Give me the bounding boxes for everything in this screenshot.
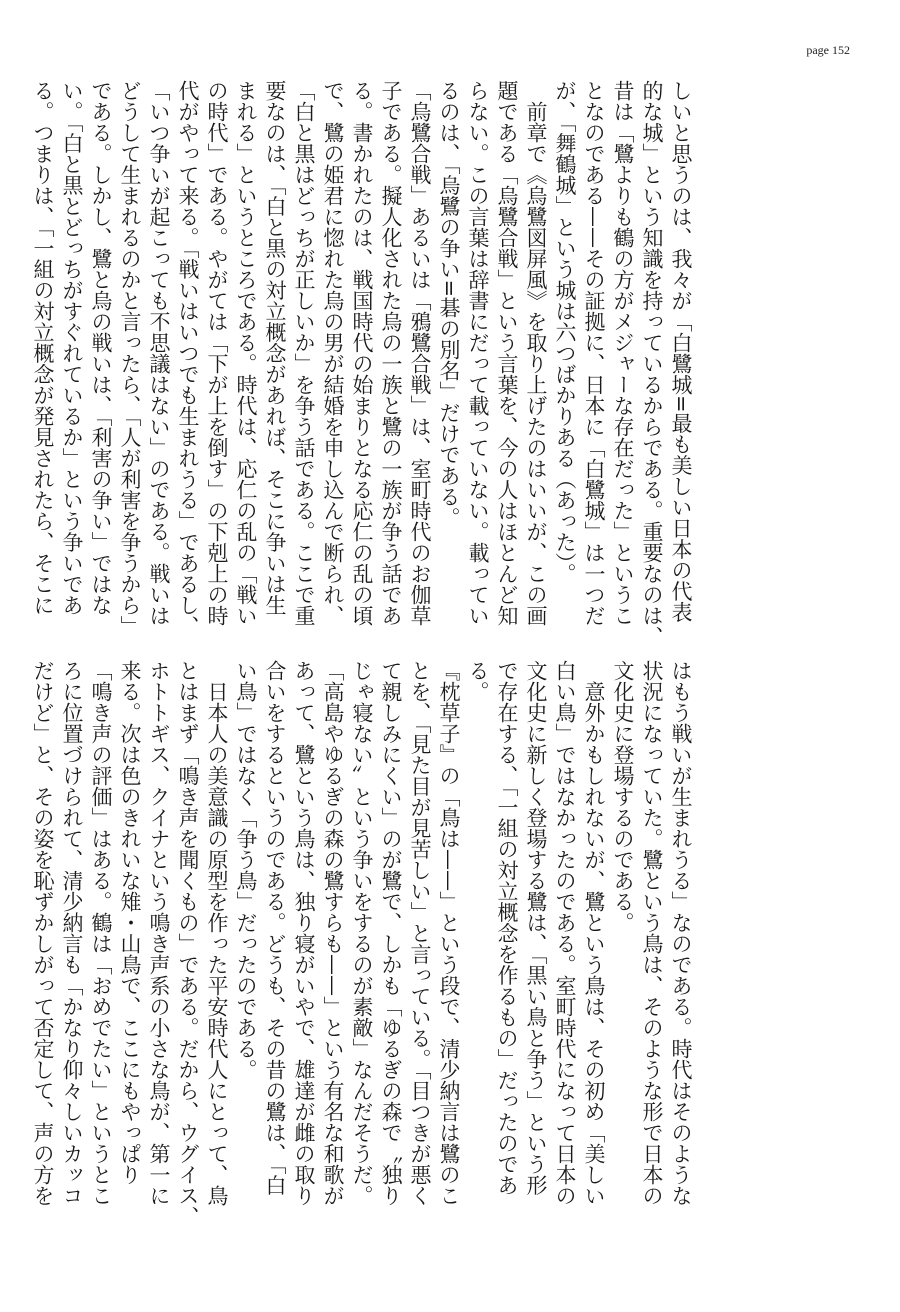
- text-column: い。「白と黒とどっちがすぐれているか」という争いであ: [60, 80, 84, 616]
- text-column: 文化史に新しく登場する鷺は、「黒い鳥と争う」という形: [524, 660, 548, 1196]
- text-column: 「いつ争いが起こっても不思議はない」のである。戦いは: [147, 80, 171, 626]
- text-column: じゃ寝ない〟という争いをするのが素敵」なんだそうだ。: [350, 660, 374, 1206]
- text-column: で存在する、「一組の対立概念を作るもの」だったのであ: [495, 660, 519, 1196]
- text-column: 題である「烏鷺合戦」という言葉を、今の人はほとんど知: [495, 80, 519, 626]
- text-column: あって、鷺という鳥は、独り寝がいやで、雄達が雌の取り: [292, 660, 316, 1206]
- text-column: だけど」と、その姿を恥ずかしがって否定して、声の方を: [31, 660, 55, 1206]
- text-column: しいと思うのは、我々が「白鷺城=最も美しい日本の代表: [669, 80, 693, 623]
- text-column: 前章で《烏鷺図屏風》を取り上げたのはいいが、この画: [524, 101, 548, 626]
- text-column: 状況になっていた。鷺という鳥は、そのような形で日本の: [640, 660, 664, 1206]
- text-column: の時代」である。やがては「下が上を倒す」の下剋上の時: [205, 80, 229, 626]
- text-column: ろに位置づけられて、清少納言も「かなり仰々しいカッコ: [60, 660, 84, 1206]
- text-column: 「高島やゆるぎの森の鷺すらも——」という有名な和歌が: [321, 660, 345, 1206]
- text-column: 要なのは、「白と黒の対立概念があれば、そこに争いは生: [263, 80, 287, 616]
- text-column: 白い鳥」ではなかったのである。室町時代になって日本の: [553, 660, 577, 1206]
- text-column: 「白と黒はどっちが正しいか」を争う話である。ここで重: [292, 80, 316, 626]
- text-column: ホトトギス、クイナという鳴き声系の小さな鳥が、第一に: [147, 660, 171, 1206]
- text-column: い鳥」ではなく「争う鳥」だったのである。: [234, 660, 258, 1080]
- text-column: 意外かもしれないが、鷺という鳥は、その初め「美しい: [582, 681, 606, 1206]
- text-column: らない。この言葉は辞書にだって載っていない。載ってい: [466, 80, 490, 626]
- text-block-bottom: [31, 660, 695, 1227]
- text-column: となのである——その証拠に、日本に「白鷺城」は一つだ: [582, 80, 606, 626]
- text-column: とはまず「鳴き声を聞くもの」である。だから、ウグイス、: [176, 660, 200, 1227]
- text-column: 「烏鷺合戦」あるいは「鴉鷺合戦」は、室町時代のお伽草: [408, 80, 432, 626]
- text-column: で、鷺の姫君に惚れた烏の男が結婚を申し込んで断られ、: [321, 80, 345, 626]
- text-column: 文化史に登場するのである。: [611, 660, 635, 933]
- text-column: 昔は「鷺よりも鶴の方がメジャーな存在だった」というこ: [611, 80, 635, 626]
- text-column: 合いをするというのである。どうも、その昔の鷺は、「白: [263, 660, 287, 1196]
- text-block-top: [31, 80, 695, 647]
- text-column: 的な城」という知識を持っているからである。重要なのは、: [640, 80, 664, 647]
- text-column: る。書かれたのは、戦国時代の始まりとなる応仁の乱の頃: [350, 80, 374, 626]
- text-column: まれる」というところである。時代は、応仁の乱の「戦い: [234, 80, 258, 626]
- text-column: 「鳴き声の評価」はある。鶴は「おめでたい」というとこ: [89, 660, 113, 1206]
- text-column: て親しみにくい」のが鷺で、しかも「ゆるぎの森で〝独り: [379, 660, 403, 1206]
- text-column: る。: [466, 660, 490, 702]
- text-column: はもう戦いが生まれうる」なのである。時代はそのような: [669, 660, 693, 1206]
- page-number: page 152: [806, 43, 850, 57]
- text-column: どうして生まれるのかと言ったら、「人が利害を争うから」: [118, 80, 142, 637]
- text-column: である。しかし、鷺と烏の戦いは、「利害の争い」ではな: [89, 80, 113, 616]
- text-column: 来る。次は色のきれいな雉・山鳥で、ここにもやっぱり: [118, 660, 142, 1185]
- text-column: 日本人の美意識の原型を作った平安時代人にとって、鳥: [205, 681, 229, 1206]
- text-column: とを、「見た目が見苦しい」と言っている。「目つきが悪く: [408, 660, 432, 1206]
- text-column: 子である。擬人化された烏の一族と鷺の一族が争う話であ: [379, 80, 403, 626]
- text-column: 『枕草子』の「鳥は——」という段で、清少納言は鷺のこ: [437, 660, 461, 1206]
- text-column: るのは、「烏鷺の争い=碁の別名」だけである。: [437, 80, 461, 529]
- text-column: が、「舞鶴城」という城は六つばかりある（あった）。: [553, 80, 577, 584]
- text-column: 代がやって来る。「戦いはいつでも生まれうる」であるし、: [176, 80, 200, 637]
- text-column: る。つまりは、「一組の対立概念が発見されたら、そこに: [31, 80, 55, 616]
